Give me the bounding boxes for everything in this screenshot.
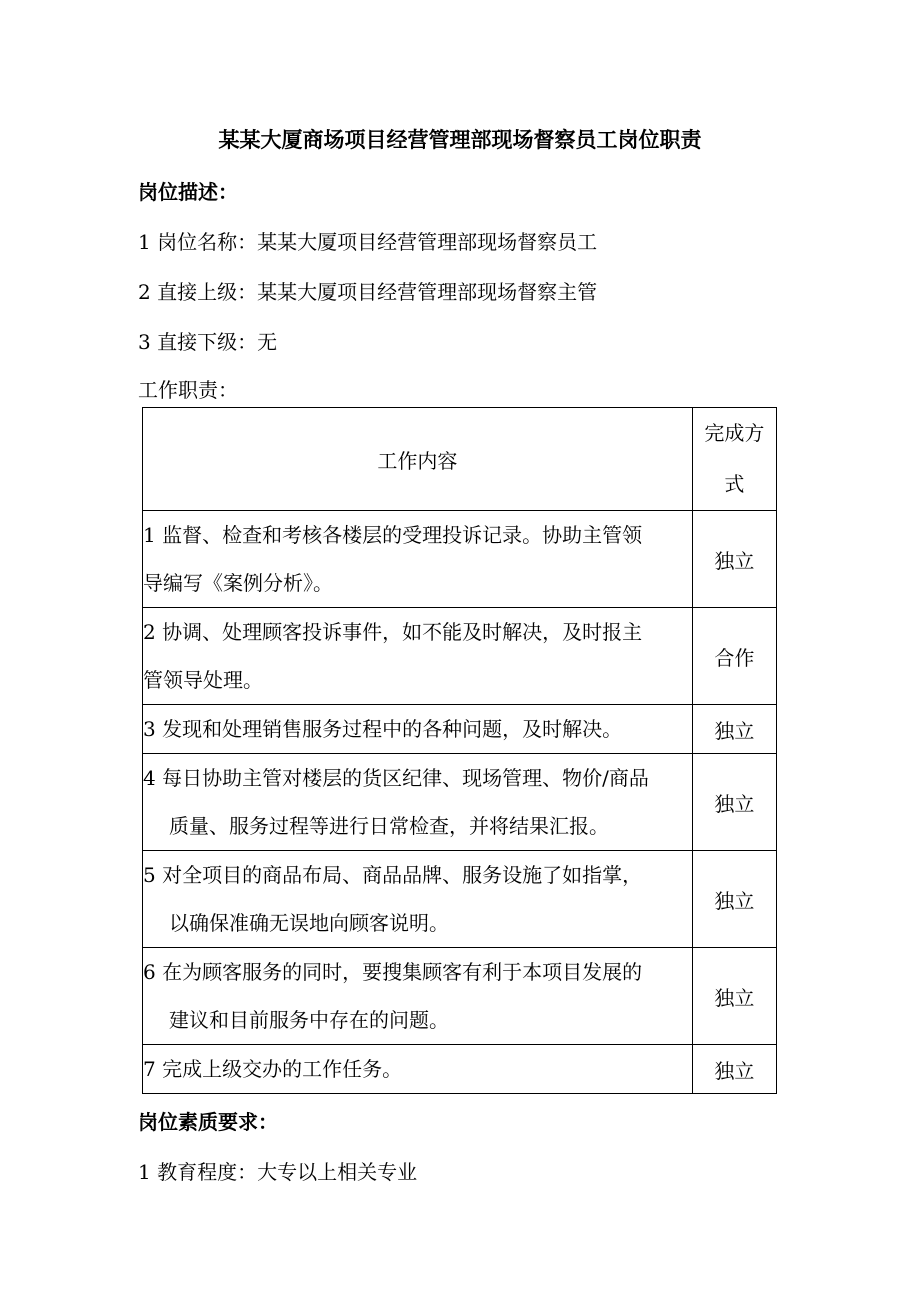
duty-mode: 独立	[692, 705, 776, 754]
duties-table	[142, 407, 777, 1094]
duty-text	[143, 1045, 693, 1094]
table-row	[143, 608, 777, 705]
table-row	[143, 1045, 777, 1094]
duty-line: 4 每日协助主管对楼层的货区纪律、现场管理、物价/商品	[143, 766, 649, 790]
duty-line: 5 对全项目的商品布局、商品品牌、服务设施了如指掌，	[143, 863, 643, 887]
duty-mode: 独立	[692, 948, 776, 1045]
header-work-content: 工作内容	[143, 408, 693, 511]
direct-superior: 2 直接上级：某某大厦项目经营管理部现场督察主管	[138, 280, 598, 304]
table-row	[143, 851, 777, 948]
duty-text	[143, 851, 693, 948]
section-heading-quality: 岗位素质要求：	[138, 1110, 278, 1134]
duty-mode: 独立	[692, 851, 776, 948]
duty-line: 6 在为顾客服务的同时，要搜集顾客有利于本项目发展的	[143, 960, 643, 984]
duty-line: 质量、服务过程等进行日常检查，并将结果汇报。	[169, 814, 609, 838]
duty-line: 7 完成上级交办的工作任务。	[143, 1057, 403, 1081]
education-requirement: 1 教育程度：大专以上相关专业	[138, 1160, 418, 1184]
table-header-row	[143, 408, 777, 511]
section-heading-duties: 工作职责：	[138, 378, 238, 402]
header-completion-mode	[692, 408, 776, 511]
duty-line: 2 协调、处理顾客投诉事件，如不能及时解决，及时报主	[143, 620, 643, 644]
duty-text	[143, 511, 693, 608]
duty-mode: 独立	[692, 754, 776, 851]
table-row	[143, 705, 777, 754]
duty-line: 建议和目前服务中存在的问题。	[169, 1008, 449, 1032]
duty-line: 管领导处理。	[143, 668, 263, 692]
duty-text	[143, 705, 693, 754]
duty-mode: 合作	[692, 608, 776, 705]
duty-text	[143, 608, 693, 705]
direct-subordinate: 3 直接下级：无	[138, 330, 278, 354]
duty-line: 导编写《案例分析》。	[143, 571, 333, 595]
duty-text	[143, 754, 693, 851]
table-row	[143, 948, 777, 1045]
section-heading-description: 岗位描述：	[138, 180, 238, 204]
duty-mode: 独立	[692, 1045, 776, 1094]
duty-text	[143, 948, 693, 1045]
header-mode-line2: 式	[724, 472, 745, 496]
duty-line: 3 发现和处理销售服务过程中的各种问题，及时解决。	[143, 717, 623, 741]
document-title: 某某大厦商场项目经营管理部现场督察员工岗位职责	[218, 127, 702, 152]
duty-line: 以确保准确无误地向顾客说明。	[169, 911, 449, 935]
header-mode-line1: 完成方	[704, 421, 765, 445]
position-name: 1 岗位名称：某某大厦项目经营管理部现场督察员工	[138, 230, 598, 254]
duty-mode: 独立	[692, 511, 776, 608]
duty-line: 1 监督、检查和考核各楼层的受理投诉记录。协助主管领	[143, 523, 643, 547]
table-row	[143, 754, 777, 851]
table-row	[143, 511, 777, 608]
